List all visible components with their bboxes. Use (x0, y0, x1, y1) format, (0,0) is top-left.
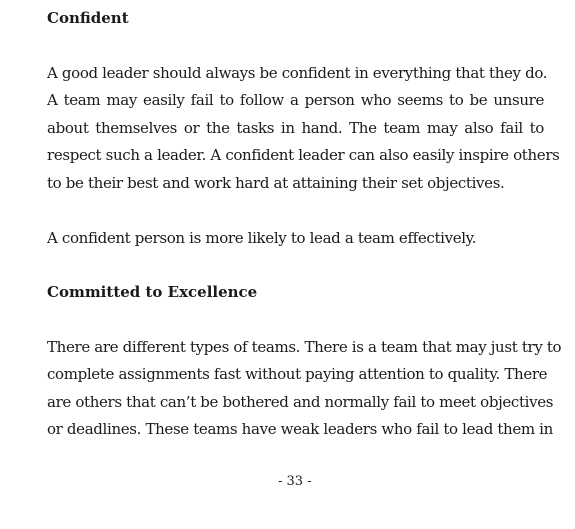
paragraph-line: are others that can’t be bothered and normally fail to meet objectives (47, 392, 554, 411)
paragraph-line: complete assignments fast without paying attention to quality. There (47, 365, 548, 384)
section-heading-confident: Confident (47, 9, 129, 27)
paragraph-line: A good leader should always be confident in everything that they do. (47, 64, 548, 82)
paragraph-confident (47, 60, 560, 197)
paragraph-line: There are different types of teams. There is a team that may just try to (47, 338, 562, 356)
page-number: - 33 - (278, 474, 312, 489)
paragraph-line: A team may easily fail to follow a person who seems to be unsure (47, 91, 544, 110)
paragraph-line: to be their best and work hard at attaining their set objectives. (47, 173, 505, 192)
paragraph-line: respect such a leader. A confident leader can also easily inspire others (47, 146, 560, 165)
paragraph-line: about themselves or the tasks in hand. The team may also fail to (47, 118, 544, 137)
closing-sentence: A confident person is more likely to lead a team effectively. (47, 229, 477, 247)
paragraph-committed-to-excellence (47, 334, 562, 444)
paragraph-line: or deadlines. These teams have weak leaders who fail to lead them in (47, 420, 553, 439)
section-heading-committed-to-excellence: Committed to Excellence (47, 283, 258, 301)
